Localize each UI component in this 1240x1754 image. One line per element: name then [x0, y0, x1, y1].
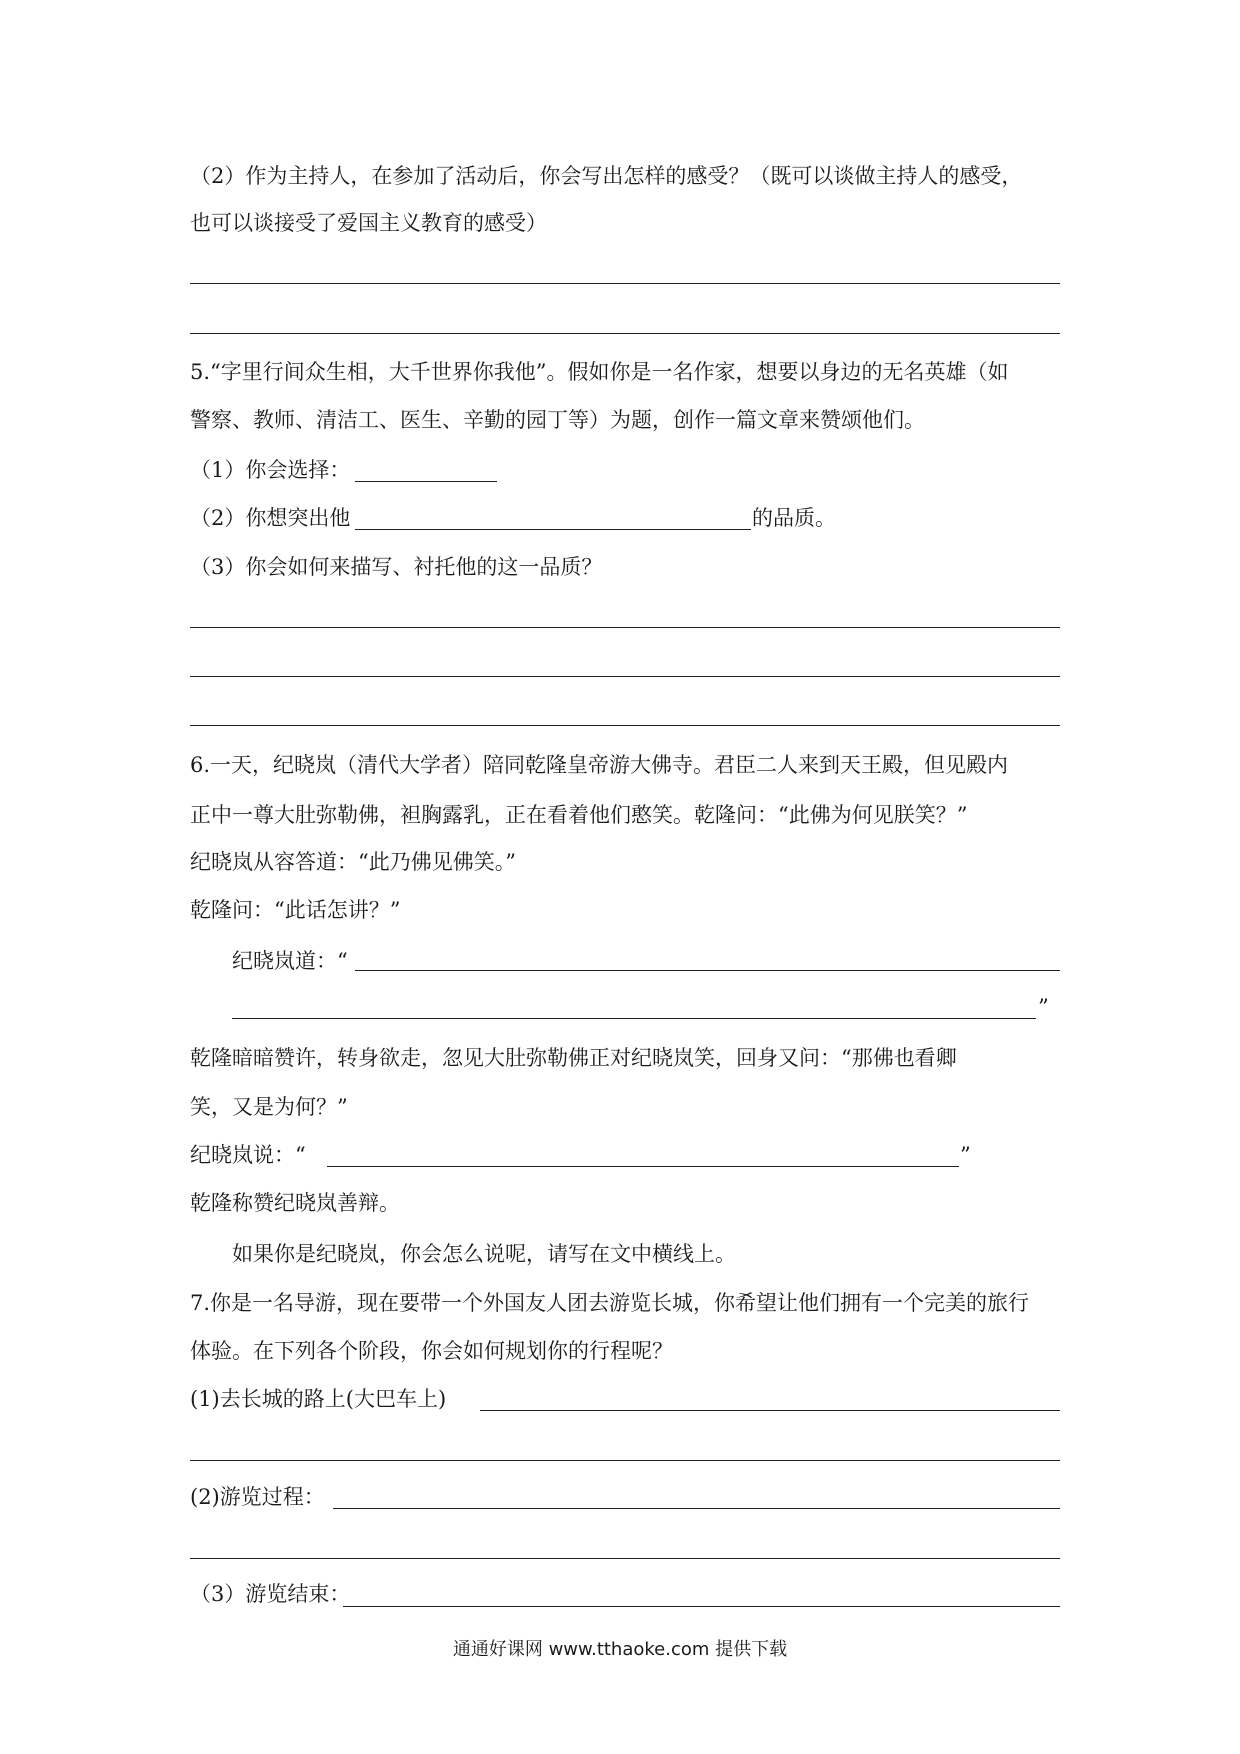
answer-blank[interactable] — [355, 481, 497, 482]
answer-blank[interactable] — [232, 1018, 1036, 1019]
q5-line2: 警察、教师、清洁工、医生、辛勤的园丁等）为题，创作一篇文章来赞颂他们。 — [190, 408, 925, 432]
answer-blank[interactable] — [333, 1508, 1060, 1509]
q5-sub2-prefix: （2）你想突出他 — [190, 506, 351, 530]
q5-line1: 5.“字里行间众生相，大千世界你我他”。假如你是一名作家，想要以身边的无名英雄（如 — [190, 360, 1009, 384]
q5-sub3: （3）你会如何来描写、衬托他的这一品质？ — [190, 555, 603, 579]
answer-blank[interactable] — [343, 1606, 1060, 1607]
q6-line4: 乾隆问：“此话怎讲？” — [190, 898, 401, 922]
q6-line3: 纪晓岚从容答道：“此乃佛见佛笑。” — [190, 850, 516, 874]
q7-sub3: （3）游览结束： — [190, 1582, 351, 1606]
answer-blank[interactable] — [327, 1166, 959, 1167]
q4-sub2-line2: 也可以谈接受了爱国主义教育的感受） — [190, 211, 547, 235]
q7-sub1: (1)去长城的路上(大巴车上) — [190, 1387, 447, 1411]
q6-line6: 乾隆暗暗赞许，转身欲走，忽见大肚弥勒佛正对纪晓岚笑，回身又问：“那佛也看卿 — [190, 1046, 957, 1070]
q6-line5: 纪晓岚道：“ — [232, 949, 348, 973]
footer-download-note: 通通好课网 www.tthaoke.com 提供下载 — [452, 1639, 788, 1660]
answer-line[interactable] — [190, 333, 1060, 334]
q4-sub2-line1: （2）作为主持人，在参加了活动后，你会写出怎样的感受？（既可以谈做主持人的感受， — [190, 164, 1023, 188]
q6-line8-suffix: ” — [960, 1143, 971, 1167]
answer-blank[interactable] — [480, 1410, 1060, 1411]
q6-close-quote: ” — [1038, 995, 1049, 1019]
q7-sub2: (2)游览过程： — [190, 1485, 325, 1509]
q7-line1: 7.你是一名导游，现在要带一个外国友人团去游览长城，你希望让他们拥有一个完美的旅行 — [190, 1291, 1030, 1315]
answer-line[interactable] — [190, 1460, 1060, 1461]
q7-line2: 体验。在下列各个阶段，你会如何规划你的行程呢？ — [190, 1339, 673, 1363]
q5-sub2-suffix: 的品质。 — [752, 506, 836, 530]
q6-line9: 乾隆称赞纪晓岚善辩。 — [190, 1191, 400, 1215]
q6-line1: 6.一天，纪晓岚（清代大学者）陪同乾隆皇帝游大佛寺。君臣二人来到天王殿，但见殿内 — [190, 753, 1009, 777]
q6-line8-prefix: 纪晓岚说：“ — [190, 1143, 306, 1167]
answer-line[interactable] — [190, 676, 1060, 677]
answer-line[interactable] — [190, 725, 1060, 726]
q6-line10: 如果你是纪晓岚，你会怎么说呢，请写在文中横线上。 — [232, 1242, 736, 1266]
answer-line[interactable] — [190, 1558, 1060, 1559]
q6-line7: 笑，又是为何？” — [190, 1095, 348, 1119]
q5-sub1: （1）你会选择： — [190, 458, 351, 482]
answer-blank[interactable] — [355, 529, 751, 530]
answer-blank[interactable] — [355, 970, 1060, 971]
answer-line[interactable] — [190, 627, 1060, 628]
answer-line[interactable] — [190, 283, 1060, 284]
q6-line2: 正中一尊大肚弥勒佛，袒胸露乳，正在看着他们憨笑。乾隆问：“此佛为何见朕笑？” — [190, 803, 968, 827]
